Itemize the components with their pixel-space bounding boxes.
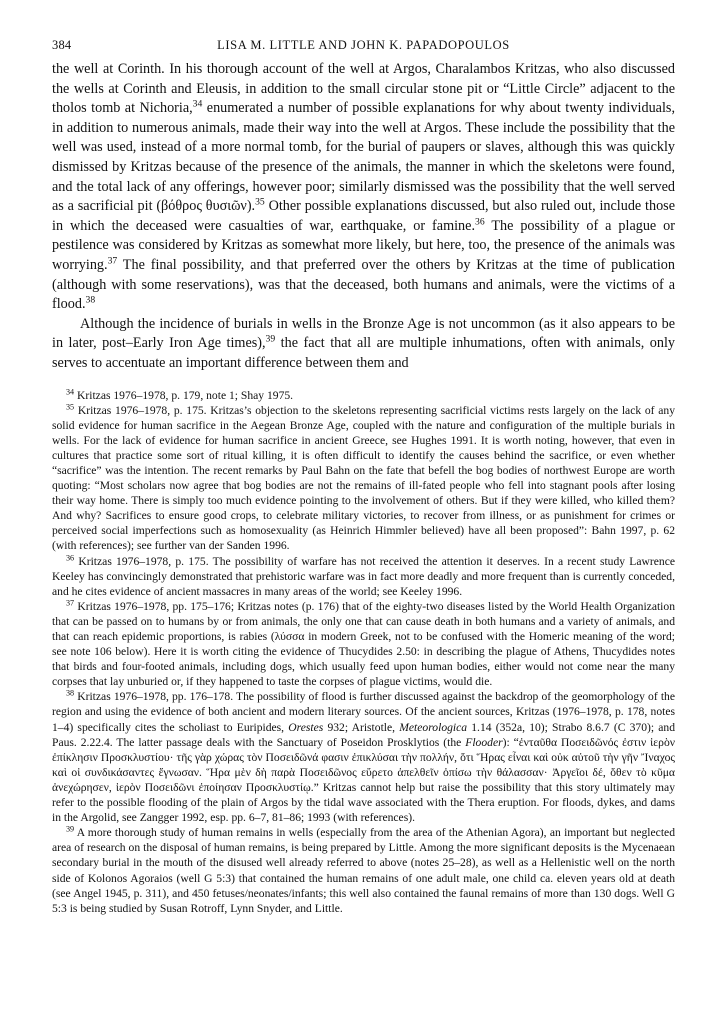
footnote-ref[interactable]: 37: [107, 255, 118, 267]
footnotes: [52, 388, 675, 916]
paragraph: the well at Corinth. In his thorough account of the well at Argos, Charalambos Kritzas, who also discussed the wells at Corinth and Eleusis, in addition to the small circular stone pit or “Little Circle” adjacent to the tholos tomb at Nichoria,$^{34}$ enumerated a number of possible explanations for why about twenty individuals, in addition to numerous animals, made their way into the well at Argos. These include the possibility that the well was used, instead of a more normal tomb, for the burial of paupers or slaves, although this was quickly dismissed by Kritzas because of the presence of the animals, the manner in which the skeletons were found, and the total lack of any offerings, however poor; similarly dismissed was the possibility that the well served as a sacrificial pit (βόθρος θυσιῶν).$^{35}$ Other possible explanations discussed, but also ruled out, include those in which the deceased were casualties of war, earthquake, or famine.$^{36}$ The possibility of a plague or pestilence was considered by Kritzas as somewhat more likely, but here, too, the presence of the animals was worrying.$^{37}$ The final possibility, and that preferred over the others by Kritzas at the time of publication (although with some reservations), was that the deceased, both humans and animals, were the victims of a flood.$^{38}$: [52, 61, 675, 313]
running-head: LISA M. LITTLE AND JOHN K. PAPADOPOULOS: [217, 38, 510, 52]
footnote-39: $^{39}$ A more thorough study of human remains in wells (especially from the area of the Athenian Agora), an important but neglected area of research on the disposal of human remains, is being prepared by Little. Among the more significant deposits is the Mycenaean secondary burial in the mouth of the disused well already referred to above (notes 25–28), as well as a Hellenistic well on the north side of Kolonos Agoraios (well G 5:3) that contained the human remains of one adult male, one child ca. eleven years old at death (see Angel 1945, p. 311), and 450 fetuses/neonates/infants; this well also contained the faunal remains of more than 130 dogs. Well G 5:3 is being studied by Susan Rotroff, Lynn Snyder, and Little.: [52, 824, 675, 915]
footnote-ref[interactable]: 35: [255, 196, 265, 208]
page: [52, 38, 675, 916]
footnote-35: $^{35}$ Kritzas 1976–1978, p. 175. Kritzas’s objection to the skeletons representing sacrificial victims rests largely on the lack of any solid evidence for human sacrifice in the Aegean Bronze Age, coupled with the nature and configuration of the multiple burials in wells. For the lack of evidence for human sacrifice in ancient Greece, see Hughes 1991. It is worth noting, however, that even in cultures that practice some sort of ritual killing, it is often difficult to identify the causes behind the sacrifice, or even whether “sacrifice” was the intention. The recent remarks by Paul Bahn on the fate that befell the bog bodies of northwest Europe are worth quoting: “Most scholars now agree that bog bodies are not the remains of ill-fated people who fell into stagnant pools after losing their way home. There is simply too much evidence pointing to the involvement of others. But if they were killed, who killed them? And why? Sacrifices to ensure good crops, to celebrate military victories, to recover from illness, or as punishment for crimes or perceived social imperfections such as homosexuality (as Heinrich Himmler believed) have all been proposed”: Bahn 1997, p. 62 (with references); see further van der Sanden 1996.: [52, 402, 675, 553]
footnote-36: $^{36}$ Kritzas 1976–1978, p. 175. The possibility of warfare has not received the attention it deserves. In a recent study Lawrence Keeley has convincingly demonstrated that prehistoric warfare was in fact more deadly and more frequent than is currently conceded, and he cites evidence of ancient massacres in many areas of the world; see Keeley 1996.: [52, 553, 675, 598]
footnote-34: $^{34}$ Kritzas 1976–1978, p. 179, note 1; Shay 1975.: [66, 387, 294, 402]
running-header: [52, 38, 675, 60]
footnote-ref[interactable]: 38: [85, 294, 96, 306]
footnote-ref[interactable]: 34: [192, 98, 203, 110]
footnote-38: $^{38}$ Kritzas 1976–1978, pp. 176–178. The possibility of flood is further discussed against the backdrop of the geomorphology of the region and using the evidence of both ancient and modern literary sources. Of the ancient sources, Kritzas (1976–1978, p. 178, notes 1–4) specifically cites the scholiast to Euripides, Orestes 932; Aristotle, Meteorologica 1.14 (352a, 10); Strabo 8.6.7 (C 370); and Paus. 2.22.4. The latter passage deals with the Sanctuary of Poseidon Prosklytios (the Flooder): “ἐνταῦθα Ποσειδῶνός ἐστιν ἱερὸν ἐπίκλησιν Προσκλυστίου· τῆς γὰρ χώρας τὸν Ποσειδῶνά φασιν ἐπικλύσαι τὴν πολλήν, ὅτι Ἥρας εἶναι καὶ οὐκ αὐτοῦ τὴν γῆν Ἴναχος καὶ οἱ συνδικάσαντες ἔγνωσαν. Ἥρα μὲν δὴ παρὰ Ποσειδῶνος εὕρετο ἀπελθεῖν ὀπίσω τὴν θάλασσαν· Ἀργεῖοι δέ, ὅθεν τὸ κῦμα ἀνεχώρησεν, ἱερὸν Ποσειδῶνι ἐποίησαν Προσκλυστίῳ.” Kritzas cannot help but raise the possibility that this story ultimately may refer to the possible flooding of the plain of Argos by the tidal wave associated with the Thera eruption. For floods, dykes, and dams in the Argolid, see Zangger 1992, esp. pp. 6–7, 81–86; 1993 (with references).: [52, 688, 676, 825]
footnote-ref[interactable]: 39: [265, 334, 276, 346]
main-text: [52, 60, 675, 374]
page-number: 384: [52, 38, 72, 52]
footnote-ref[interactable]: 36: [475, 216, 485, 228]
paragraph: Although the incidence of burials in wells in the Bronze Age is not uncommon (as it also appears to be in later, post–Early Iron Age times),$^{39}$ the fact that all are multiple inhumations, often with animals, only serves to accentuate an important difference between them and: [52, 315, 675, 371]
footnote-37: $^{37}$ Kritzas 1976–1978, pp. 175–176; Kritzas notes (p. 176) that of the eighty-two diseases listed by the World Health Organization that can be passed on to humans by or from animals, the only one that can cause death in both humans and a variety of animals, and that can reach epidemic proportions, is rabies (λύσσα in modern Greek, not to be confused with the Homeric meaning of the word; see note 106 below). Here it is worth citing the evidence of Thucydides 2.50: in describing the plague of Athens, Thucydides notes that birds and four-footed animals, including dogs, which usually feed upon human bodies, either would not come near the many corpses that lay unburied or, if they happened to taste the corpses of plague victims, would die.: [52, 598, 675, 689]
